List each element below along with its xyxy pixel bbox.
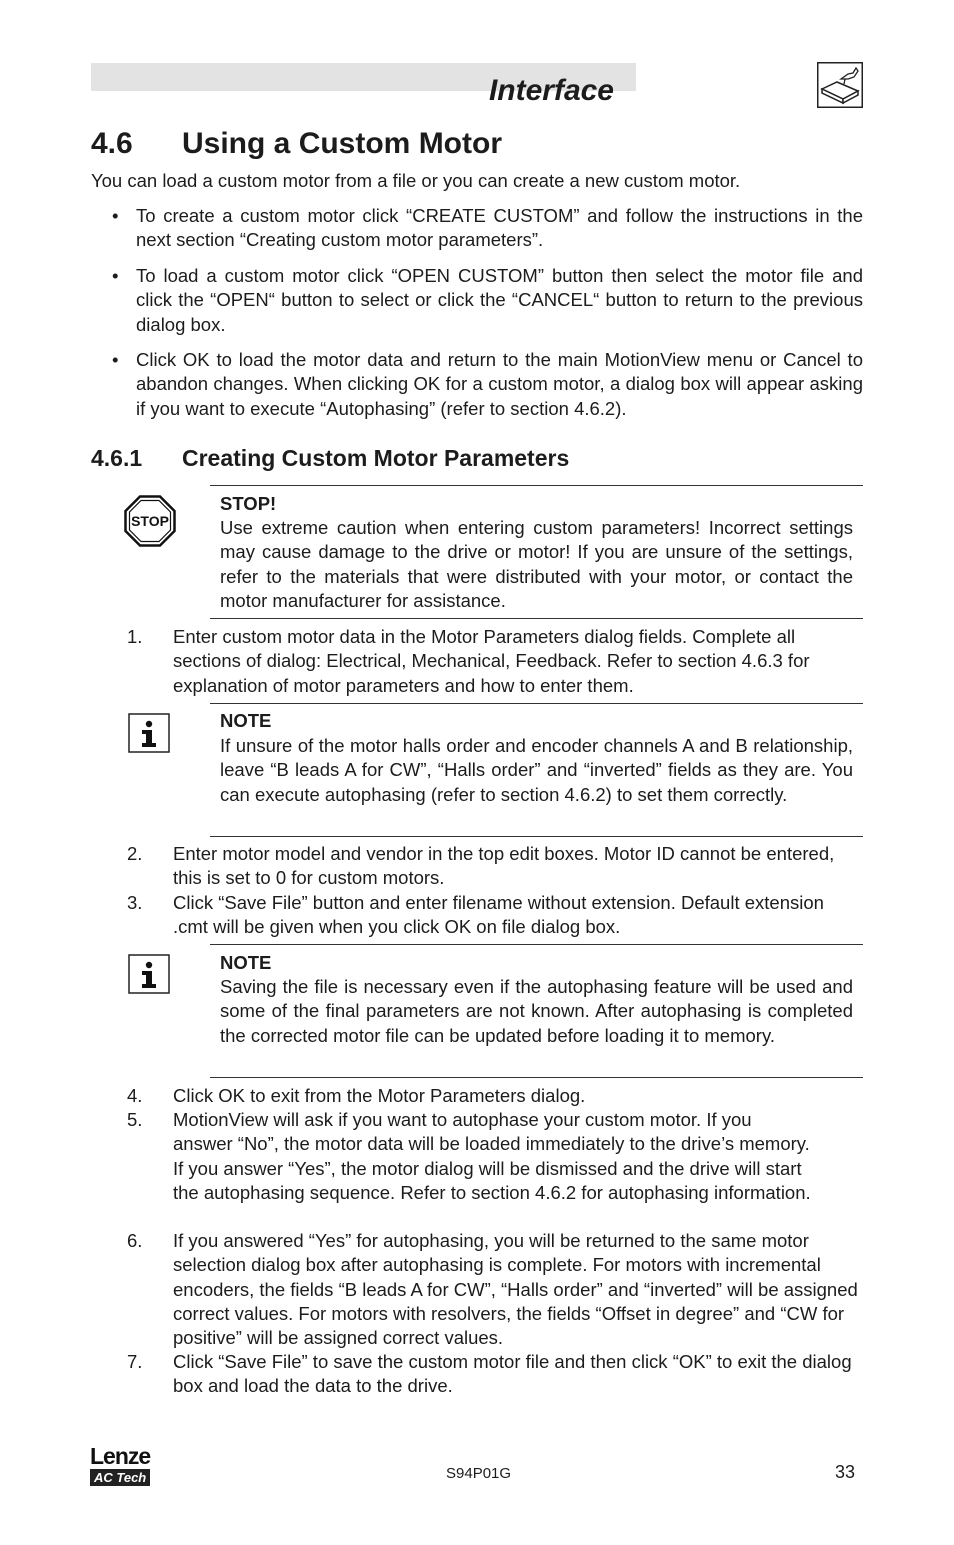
logo-line1: Lenze bbox=[90, 1443, 151, 1469]
notice-bottom-rule bbox=[210, 1077, 863, 1078]
step-text: Click OK to exit from the Motor Parameters dialog. bbox=[173, 1085, 586, 1106]
section-intro: You can load a custom motor from a file or you can create a new custom motor. bbox=[91, 170, 741, 191]
note-label: NOTE bbox=[220, 952, 272, 973]
step-number: 1. bbox=[127, 626, 143, 647]
bullet-item: To create a custom motor click “CREATE CUSTOM” and follow the instructions in the next section “Creating custom motor parameters”. bbox=[136, 205, 863, 251]
header-section-title: Interface bbox=[488, 74, 614, 107]
step-number: 4. bbox=[127, 1085, 143, 1106]
bullet-marker: • bbox=[112, 205, 119, 226]
notice-top-rule bbox=[210, 944, 863, 945]
step-number: 5. bbox=[127, 1109, 143, 1130]
step-text: Click “Save File” to save the custom motor file and then click “OK” to exit the dialog box and load the data to the drive. bbox=[173, 1351, 852, 1397]
bullet-marker: • bbox=[112, 349, 119, 370]
notice-bottom-rule bbox=[210, 618, 863, 619]
step-text: Click “Save File” button and enter filename without extension. Default extension .cmt will be given when you click OK on file dialog box. bbox=[173, 892, 824, 938]
step-number: 2. bbox=[127, 843, 143, 864]
lenze-actech-logo bbox=[90, 1444, 158, 1490]
section-heading bbox=[91, 124, 502, 164]
stop-label: STOP! bbox=[220, 493, 277, 514]
info-icon bbox=[128, 713, 170, 753]
step-number: 7. bbox=[127, 1351, 143, 1372]
notice-bottom-rule bbox=[210, 836, 863, 837]
bullet-marker: • bbox=[112, 265, 119, 286]
notice-top-rule bbox=[210, 703, 863, 704]
stop-sign-icon bbox=[124, 495, 176, 547]
keyboard-hand-icon bbox=[817, 62, 863, 108]
svg-text:STOP: STOP bbox=[131, 513, 169, 529]
step-number: 3. bbox=[127, 892, 143, 913]
subsection-number: 4.6.1 bbox=[91, 445, 143, 471]
note-label: NOTE bbox=[220, 710, 272, 731]
note-text: Saving the file is necessary even if the autophasing feature will be used and some of the final parameters are not known. After autophasing is completed the corrected motor file can be updated before loading it to memory. bbox=[220, 976, 853, 1046]
note-text: If unsure of the motor halls order and encoder channels A and B relationship, leave “B leads A for CW”, “Halls order” and “inverted” fields as they are. You can execute autophasing (refer to section 4.6.2) to set them correctly. bbox=[220, 735, 853, 805]
section-number: 4.6 bbox=[91, 127, 133, 160]
step-text: Enter custom motor data in the Motor Parameters dialog fields. Complete all sections of dialog: Electrical, Mechanical, Feedback. Refer to section 4.6.3 for explanation of motor parameters and how to enter them. bbox=[173, 626, 810, 696]
notice-top-rule bbox=[210, 485, 863, 486]
logo-line2: AC Tech bbox=[90, 1469, 150, 1486]
step-text: MotionView will ask if you want to autophase your custom motor. If you answer “No”, the motor data will be loaded immediately to the drive’s memory. If you answer “Yes”, the motor dialog will be dismissed and the drive will start the autophasing sequence. Refer to section 4.6.2 for autophasing information. bbox=[173, 1109, 811, 1203]
step-text: If you answered “Yes” for autophasing, you will be returned to the same motor selection dialog box after autophasing is complete. For motors with incremental encoders, the fields “B leads A for CW”, “Halls order” and “inverted” will be assigned correct values. For motors with resolvers, the fields “Offset in degree” and “CW for positive” will be assigned correct values. bbox=[173, 1230, 858, 1349]
bullet-item: To load a custom motor click “OPEN CUSTOM” button then select the motor file and click the “OPEN“ button to select or click the “CANCEL“ button to return to the previous dialog box. bbox=[136, 265, 863, 335]
subsection-heading bbox=[91, 443, 569, 473]
stop-text: Use extreme caution when entering custom parameters! Incorrect settings may cause damage to the drive or motor! If you are unsure of the settings, refer to the materials that were distributed with your motor, or contact the motor manufacturer for assistance. bbox=[220, 517, 853, 611]
step-text: Enter motor model and vendor in the top edit boxes. Motor ID cannot be entered, this is set to 0 for custom motors. bbox=[173, 843, 835, 889]
page-number: 33 bbox=[834, 1462, 855, 1482]
section-title: Using a Custom Motor bbox=[182, 127, 502, 160]
doc-code: S94P01G bbox=[446, 1465, 512, 1482]
step-number: 6. bbox=[127, 1230, 143, 1251]
subsection-title: Creating Custom Motor Parameters bbox=[182, 445, 570, 471]
bullet-item: Click OK to load the motor data and return to the main MotionView menu or Cancel to abandon changes. When clicking OK for a custom motor, a dialog box will appear asking if you want to execute “Autophasing” (refer to section 4.6.2). bbox=[136, 349, 863, 419]
info-icon bbox=[128, 954, 170, 994]
